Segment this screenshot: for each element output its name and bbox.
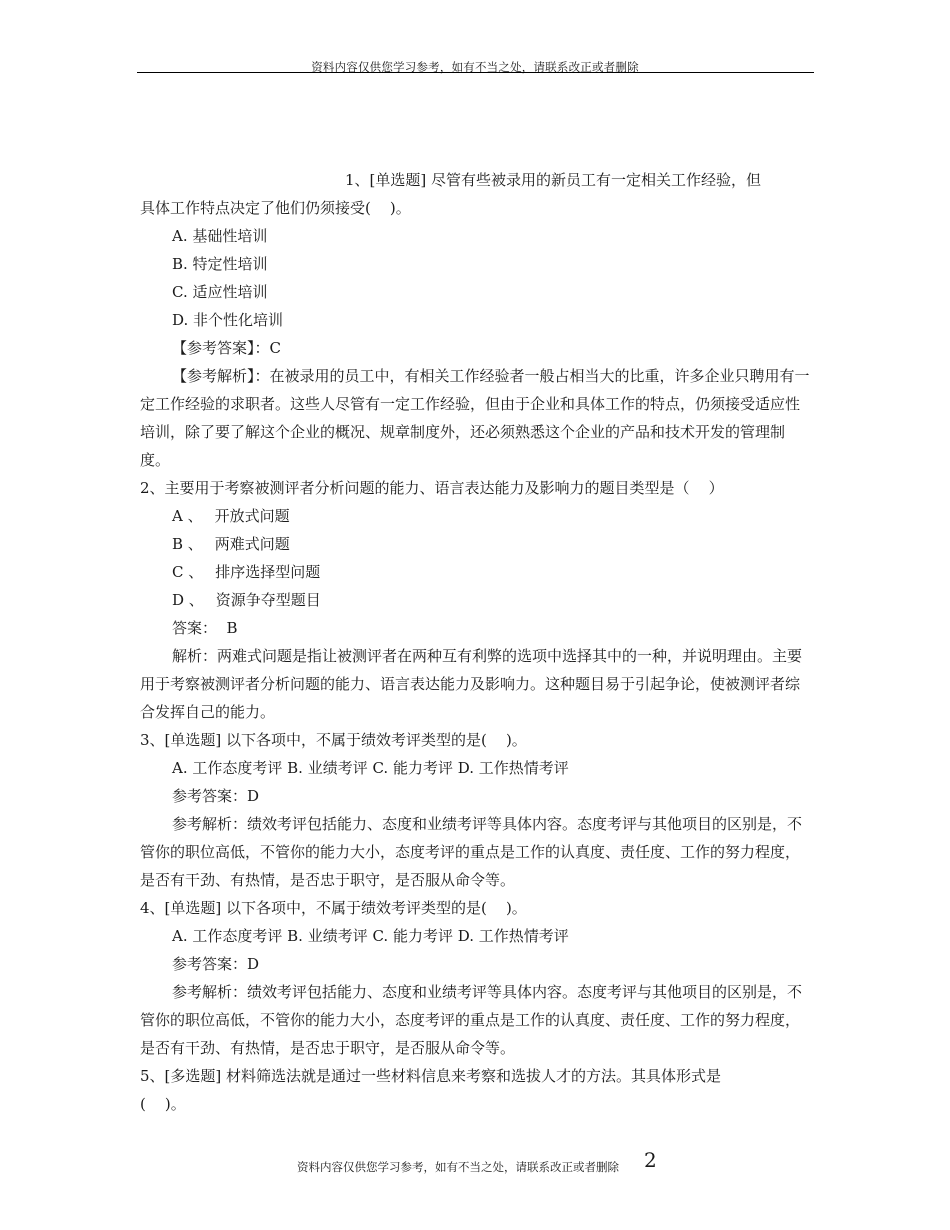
q2-analysis: 解析：两难式问题是指让被测评者在两种互有利弊的选项中选择其中的一种，并说明理由。主要用于考察被测评者分析问题的能力、语言表达能力及影响力。这种题目易于引起争论，使被测评者综合发挥自己的能力。 <box>140 647 803 721</box>
page-number: 2 <box>644 1148 657 1172</box>
document-body <box>140 166 812 1118</box>
q1-stem-line1: 1、[单选题] 尽管有些被录用的新员工有一定相关工作经验，但 <box>345 171 762 189</box>
header-divider <box>137 72 814 73</box>
q2-option-d <box>140 586 812 614</box>
q2-option-a-letter: A 、 <box>172 507 203 525</box>
q1-answer: 【参考答案】：C <box>172 339 281 357</box>
q4-answer: 参考答案：D <box>172 955 260 973</box>
q3-options: A. 工作态度考评 B. 业绩考评 C. 能力考评 D. 工作热情考评 <box>172 759 569 777</box>
q4-options: A. 工作态度考评 B. 业绩考评 C. 能力考评 D. 工作热情考评 <box>172 927 569 945</box>
q3-analysis: 参考解析：绩效考评包括能力、态度和业绩考评等具体内容。态度考评与其他项目的区别是，不管你的职位高低，不管你的能力大小，态度考评的重点是工作的认真度、责任度、工作的努力程度，是否有干劲、有热情，是否忠于职守，是否服从命令等。 <box>140 815 803 889</box>
q2-option-b-text: 两难式问题 <box>214 535 290 553</box>
q2-stem: 2、主要用于考察被测评者分析问题的能力、语言表达能力及影响力的题目类型是（ ） <box>140 479 724 497</box>
q5-stem-line1: 5、[多选题] 材料筛选法就是通过一些材料信息来考察和选拔人才的方法。其具体形式是 <box>140 1067 722 1085</box>
q1-option-d: D. 非个性化培训 <box>172 311 284 329</box>
q2-option-a <box>140 502 812 530</box>
page-footer: 资料内容仅供您学习参考，如有不当之处，请联系改正或者删除 <box>297 1160 619 1174</box>
q3-stem: 3、[单选题] 以下各项中，不属于绩效考评类型的是( )。 <box>140 731 527 749</box>
q1-stem-line2: 具体工作特点决定了他们仍须接受( )。 <box>140 199 411 217</box>
q1-option-b: B. 特定性培训 <box>172 255 268 273</box>
q2-option-d-letter: D 、 <box>172 591 204 609</box>
q5-stem-line2: ( )。 <box>140 1095 186 1113</box>
q2-option-c <box>140 558 812 586</box>
q1-option-a: A. 基础性培训 <box>172 227 268 245</box>
page-header: 资料内容仅供您学习参考，如有不当之处，请联系改正或者删除 <box>311 60 639 74</box>
q2-option-b <box>140 530 812 558</box>
q2-option-c-letter: C 、 <box>172 563 204 581</box>
q4-stem: 4、[单选题] 以下各项中，不属于绩效考评类型的是( )。 <box>140 899 527 917</box>
q2-option-a-text: 开放式问题 <box>214 507 290 525</box>
q2-answer: 答案： B <box>172 619 238 637</box>
q3-answer: 参考答案：D <box>172 787 260 805</box>
q2-option-c-text: 排序选择型问题 <box>215 563 321 581</box>
q1-analysis: 【参考解析】：在被录用的员工中，有相关工作经验者一般占相当大的比重，许多企业只聘用有一定工作经验的求职者。这些人尽管有一定工作经验，但由于企业和具体工作的特点，仍须接受适应性培训，除了要了解这个企业的概况、规章制度外，还必须熟悉这个企业的产品和技术开发的管理制度。 <box>140 367 810 469</box>
q2-option-d-text: 资源争夺型题目 <box>215 591 321 609</box>
q1-option-c: C. 适应性培训 <box>172 283 268 301</box>
q2-option-b-letter: B 、 <box>172 535 203 553</box>
q4-analysis: 参考解析：绩效考评包括能力、态度和业绩考评等具体内容。态度考评与其他项目的区别是，不管你的职位高低，不管你的能力大小，态度考评的重点是工作的认真度、责任度、工作的努力程度，是否有干劲、有热情，是否忠于职守，是否服从命令等。 <box>140 983 803 1057</box>
